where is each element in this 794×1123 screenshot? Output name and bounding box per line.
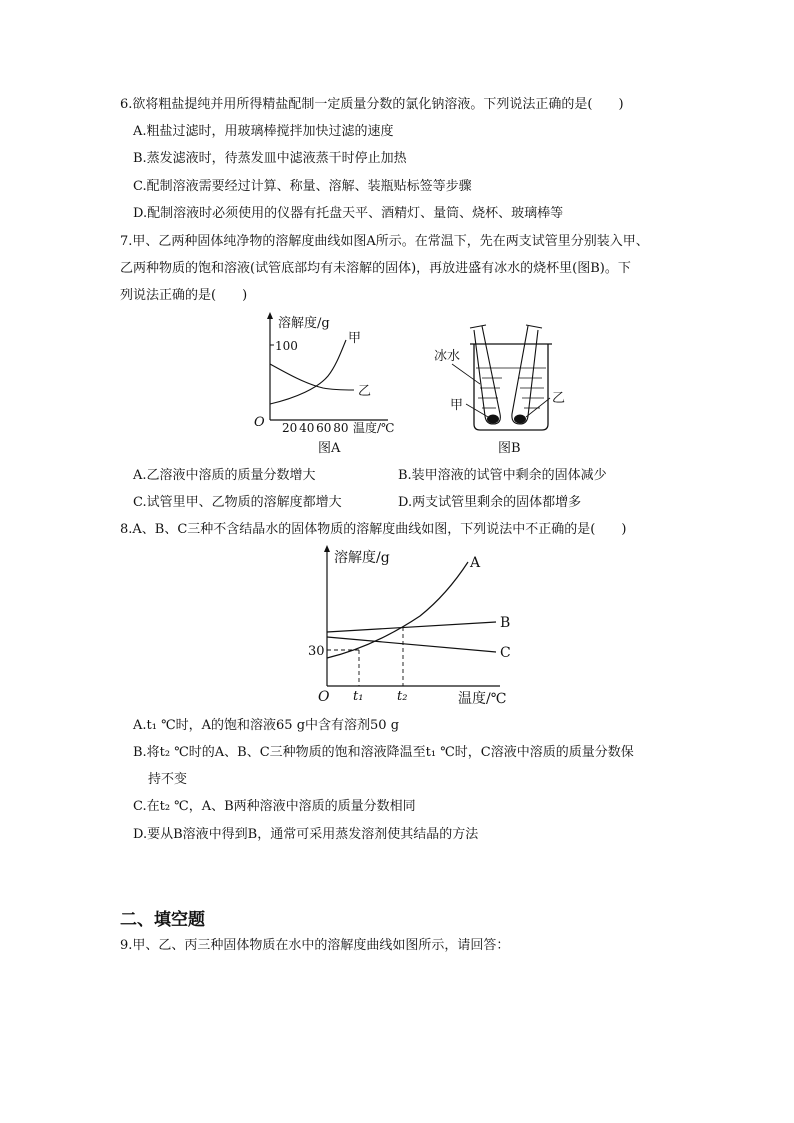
figb-caption: 图B <box>498 441 521 456</box>
figb-label-yi: 乙 <box>552 391 566 406</box>
q7-option-c: C.试管里甲、乙物质的溶解度都增大 <box>133 495 342 510</box>
figa-y-arrow <box>267 312 273 319</box>
q8-curve-b <box>327 622 496 632</box>
q7-option-d: D.两支试管里剩余的固体都增多 <box>398 495 582 510</box>
q8-option-a: A.t₁ ℃时，A的饱和溶液65 g中含有溶剂50 g <box>133 718 400 733</box>
q7-option-b: B.装甲溶液的试管中剩余的固体减少 <box>398 468 607 483</box>
q8-ytick: 30 <box>308 644 325 659</box>
q8-option-c: C.在t₂ ℃，A、B两种溶液中溶质的质量分数相同 <box>133 799 416 814</box>
figa-curve-yi <box>270 364 354 390</box>
q8-option-b-cont: 持不变 <box>148 772 188 787</box>
test-tube-jia <box>474 326 500 424</box>
figa-ytick: 100 <box>275 339 298 353</box>
section-title: 二、填空题 <box>120 910 205 930</box>
q6-option-d: D.配制溶液时必须使用的仪器有托盘天平、酒精灯、量筒、烧杯、玻璃棒等 <box>133 206 564 221</box>
q6-option-b: B.蒸发滤液时，待蒸发皿中滤液蒸干时停止加热 <box>133 151 407 166</box>
figa-label-jia: 甲 <box>348 331 362 346</box>
figa-xticks: 20 40 60 80 <box>282 421 349 435</box>
leader-ice <box>452 364 480 384</box>
q7-stem-line3: 列说法正确的是( ) <box>120 288 248 303</box>
q8-xlabel: 温度/℃ <box>458 691 507 707</box>
q7-stem-line1: 7.甲、乙两种固体纯净物的溶解度曲线如图A所示。在常温下，先在两支试管里分别装入甲、 <box>120 234 649 249</box>
q8-option-d: D.要从B溶液中得到B，通常可采用蒸发溶剂使其结晶的方法 <box>133 827 479 842</box>
q8-ylabel: 溶解度/g <box>334 550 390 566</box>
figb-label-ice: 冰水 <box>434 349 461 364</box>
q6-stem: 6.欲将粗盐提纯并用所得精盐配制一定质量分数的氯化钠溶液。下列说法正确的是( ) <box>120 97 624 112</box>
figa-label-yi: 乙 <box>358 384 372 399</box>
q7-stem-line2: 乙两种物质的饱和溶液(试管底部均有未溶解的固体)，再放进盛有冰水的烧杯里(图B)。下 <box>120 261 631 276</box>
q8-t1: t₁ <box>353 689 364 704</box>
test-tube-yi <box>512 326 538 424</box>
figb-label-jia: 甲 <box>450 398 464 413</box>
q8-option-b: B.将t₂ ℃时的A、B、C三种物质的饱和溶液降温至t₁ ℃时，C溶液中溶质的质量分数保 <box>133 745 634 760</box>
figa-origin: O <box>254 415 265 430</box>
q8-y-arrow <box>324 545 330 552</box>
figa-xlabel: 温度/℃ <box>353 421 395 435</box>
q8-origin: O <box>318 689 330 705</box>
solid-yi <box>514 415 526 424</box>
figa-caption: 图A <box>318 441 341 456</box>
q8-label-a: A <box>470 555 481 571</box>
q8-label-c: C <box>500 645 511 661</box>
q8-t2: t₂ <box>397 689 408 704</box>
figa-ylabel: 溶解度/g <box>278 316 330 331</box>
q9-stem: 9.甲、乙、丙三种固体物质在水中的溶解度曲线如图所示，请回答： <box>120 938 510 953</box>
q8-stem: 8.A、B、C三种不含结晶水的固体物质的溶解度曲线如图，下列说法中不正确的是( ) <box>120 522 627 537</box>
solid-jia <box>487 415 499 424</box>
q6-option-a: A.粗盐过滤时，用玻璃棒搅拌加快过滤的速度 <box>133 124 394 139</box>
tube-lip <box>470 325 486 328</box>
q6-option-c: C.配制溶液需要经过计算、称量、溶解、装瓶贴标签等步骤 <box>133 179 472 194</box>
q7-figure-a <box>248 308 418 458</box>
q7-figure-b <box>430 322 580 460</box>
q8-label-b: B <box>500 615 511 631</box>
q7-option-a: A.乙溶液中溶质的质量分数增大 <box>133 468 316 483</box>
q8-curve-c <box>327 637 496 652</box>
q8-solubility-graph <box>300 540 530 710</box>
